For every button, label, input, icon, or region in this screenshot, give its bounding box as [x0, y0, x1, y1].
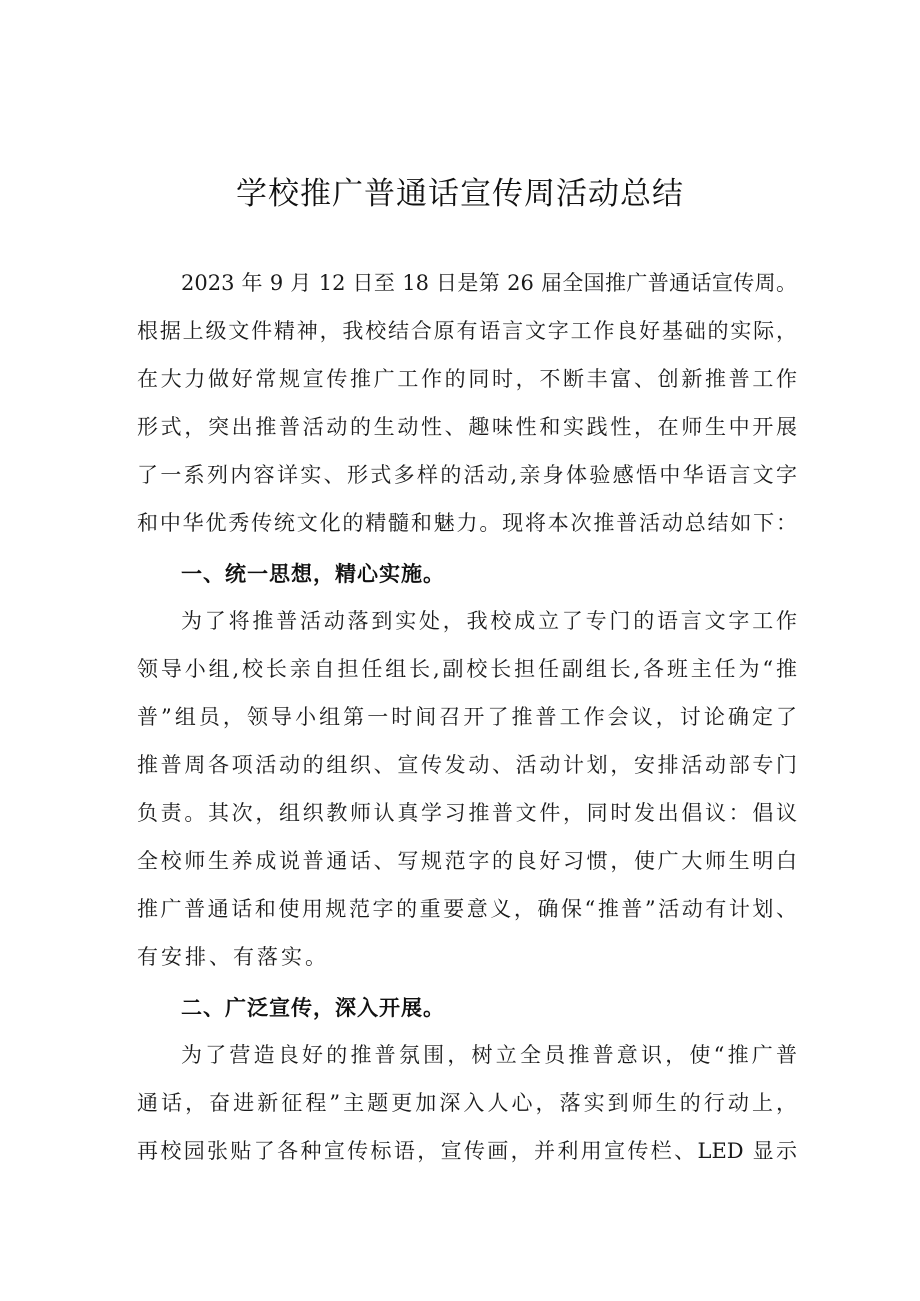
section-heading-2: 二、广泛宣传，深入开展。	[181, 996, 445, 1020]
intro-line: 了一系列内容详实、形式多样的活动,亲身体验感悟中华语言文字	[137, 463, 797, 487]
section2-line: 通话，奋进新征程”主题更加深入人心，落实到师生的行动上，	[137, 1091, 797, 1115]
section1-line: 有安排、有落实。	[137, 945, 329, 969]
section2-line: 再校园张贴了各种宣传标语，宣传画，并利用宣传栏、LED 显示	[137, 1139, 797, 1163]
section1-line: 领导小组,校长亲自担任组长,副校长担任副组长,各班主任为“推	[137, 657, 797, 681]
section-heading-1: 一、统一思想，精心实施。	[181, 562, 445, 586]
section1-line: 推普周各项活动的组织、宣传发动、活动计划，安排活动部专门	[137, 753, 797, 777]
section1-line: 推广普通话和使用规范字的重要意义，确保“推普”活动有计划、	[137, 897, 797, 921]
intro-line: 根据上级文件精神，我校结合原有语言文字工作良好基础的实际，	[137, 319, 797, 343]
section1-line: 普”组员，领导小组第一时间召开了推普工作会议，讨论确定了	[137, 705, 797, 729]
section1-line: 负责。其次，组织教师认真学习推普文件，同时发出倡议：倡议	[137, 801, 797, 825]
document-title: 学校推广普通话宣传周活动总结	[236, 176, 684, 212]
section2-line: 为了营造良好的推普氛围，树立全员推普意识，使“推广普	[181, 1043, 797, 1067]
intro-line: 和中华优秀传统文化的精髓和魅力。现将本次推普活动总结如下：	[137, 511, 797, 535]
section1-line: 为了将推普活动落到实处，我校成立了专门的语言文字工作	[181, 609, 797, 633]
intro-line: 2023 年 9 月 12 日至 18 日是第 26 届全国推广普通话宣传周。	[181, 271, 797, 295]
section1-line: 全校师生养成说普通话、写规范字的良好习惯，使广大师生明白	[137, 849, 797, 873]
intro-line: 形式，突出推普活动的生动性、趣味性和实践性，在师生中开展	[137, 415, 797, 439]
intro-line: 在大力做好常规宣传推广工作的同时，不断丰富、创新推普工作	[137, 367, 797, 391]
